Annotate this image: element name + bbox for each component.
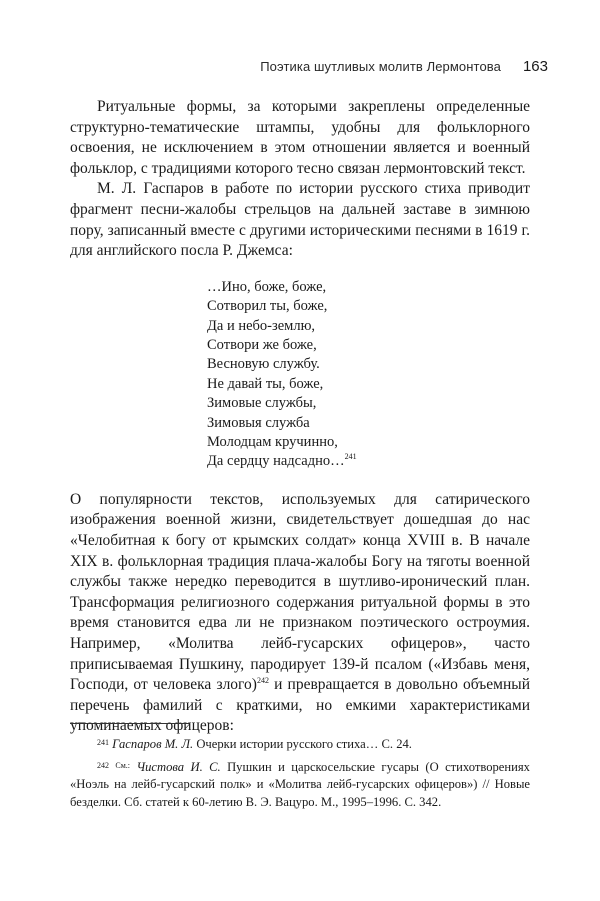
paragraph-3 — [70, 490, 530, 737]
footnote-author: Гаспаров М. Л. — [112, 737, 194, 751]
footnote-text: Пушкин и царскосельские гусары (О стихотворениях «Ноэль на лейб-гусарский полк» и «Молитва лейб-гусарских офицеров») // Новые безделки. Сб. статей к 60-летию В. Э. Вацуро. М., 1995–1996. С. 342. — [70, 759, 530, 809]
footnote-divider — [70, 723, 189, 724]
paragraph-3-text-b: и превращается в довольно объемный перечень фамилий с краткими, но емкими характеристиками упоминаемых офицеров: — [70, 676, 530, 735]
poem-line: Сотворил ты, боже, — [207, 298, 328, 315]
footnote-ref-242[interactable]: 242 — [256, 676, 269, 686]
footnote-text: Очерки истории русского стиха… С. 24. — [193, 737, 412, 751]
body-text — [70, 97, 530, 737]
poem-line: Молодцам кручинно, — [207, 434, 338, 450]
paragraph-1: Ритуальные формы, за которыми закреплены определенные структурно-тематические штампы, удобны для фольклорного освоения, не исключением в этом отношении является и военный фольклор, с традициями которого тесно связан лермонтовский текст. — [70, 98, 530, 177]
poem-line: Весновую службу. — [207, 356, 320, 373]
footnotes — [70, 734, 530, 814]
running-title: Поэтика шутливых молитв Лермонтова — [260, 59, 501, 74]
footnote-mark: 242 — [97, 760, 109, 770]
footnote-241 — [70, 734, 530, 754]
poem-line: Сотвори же боже, — [207, 336, 317, 353]
page-number: 163 — [522, 58, 548, 75]
footnote-author: Чистова И. С. — [136, 759, 221, 774]
poem-line: Зимовые службы, — [207, 395, 317, 412]
poem-line: …Ино, боже, боже, — [207, 278, 327, 295]
poem-line: Да и небо-землю, — [207, 317, 316, 334]
poem-line: Не давай ты, боже, — [207, 375, 324, 392]
running-head — [70, 58, 548, 76]
footnote-prefix: См.: — [115, 760, 131, 770]
footnote-mark: 241 — [97, 738, 109, 747]
footnote-242 — [70, 757, 530, 812]
footnote-ref-241[interactable]: 241 — [344, 452, 357, 462]
poem-line: Зимовыя служба — [207, 414, 310, 431]
poem-line-text: Да сердцу надсадно… — [207, 453, 345, 470]
paragraph-3-text-a: О популярности текстов, используемых для сатирического изображения военной жизни, свидетельствует дошедшая до нас «Челобитная к богу от крымских солдат» конца XVIII в. В начале XIX в. фольклорная традиция плача-жалобы Богу на тяготы военной службы также нередко переводится в шутливо-иронический план. Трансформация религиозного содержания ритуальной формы в это время становится едва ли не признаком поэтического остроумия. Например, «Молитва лейб-гусарских офицеров», часто приписываемая Пушкину, пародирует 139-й псалом («Избавь меня, Господи, от человека злого) — [70, 490, 530, 694]
poem-quote — [207, 278, 530, 472]
poem-line-last — [207, 452, 530, 471]
paragraph-2: М. Л. Гаспаров в работе по истории русского стиха приводит фрагмент песни-жалобы стрельцов на дальней заставе в зимнюю пору, записанный вместе с другими историческими песнями в 1619 г. для английского посла Р. Джемса: — [70, 180, 530, 260]
